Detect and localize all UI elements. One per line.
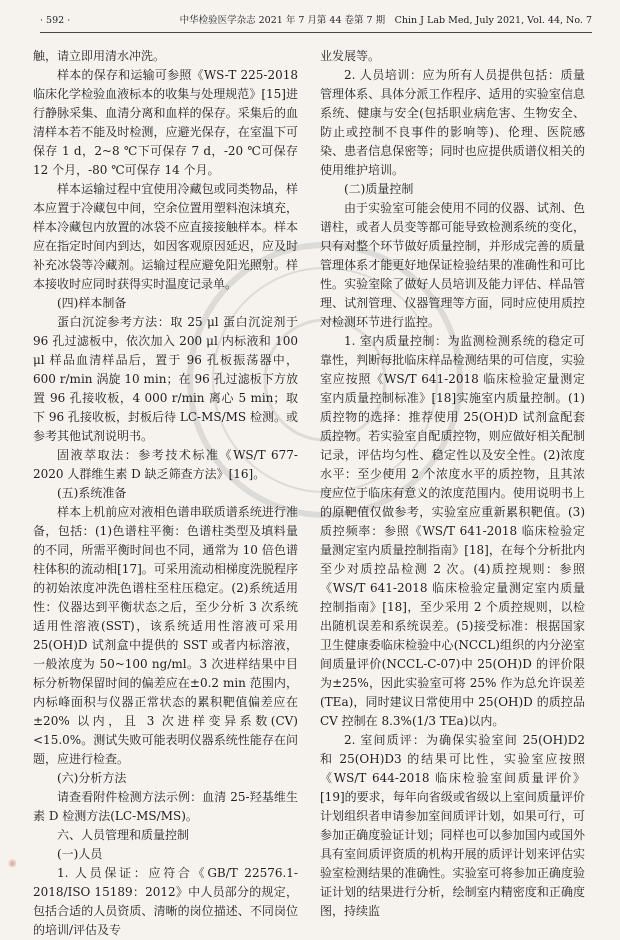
left-column xyxy=(33,47,298,940)
section-heading: 六、人员管理和质量控制 xyxy=(57,828,190,842)
publisher-stamp xyxy=(8,851,158,871)
paragraph: 由于实验室可能会使用不同的仪器、试剂、色谱柱，或者人员变等都可能导致检测系统的变化，只有对整个环节做好质量控制，并形成完善的质量管理体系才能更好地保证检验结果的准确性和可比性。实验室除了做好人员培训及能力评估、样品管理、试剂管理、仪器管理等方面，同时应使用质控对检测环节进行监控。 xyxy=(320,201,585,329)
paragraph: 2. 室间质评：为确保实验室间 25(OH)D2 和 25(OH)D3 的结果可比性，实验室应按照《WS/T 644-2018 临床检验室间质量评价》[19]的要求，每年向省级或省级以上室间质量评价计划组织者申请参加室间质评计划，如果可行，可参加正确度验证计划；同样也可以参加国内或国外具有室间质评资质的机构开展的质评计划来评估实验室检测结果的准确性。实验室可将参加正确度验证计划的结果进行分析，绘制室内精密度和正确度图，持续监 xyxy=(320,733,585,918)
journal-running-title: 中华检验医学杂志 2021 年 7 月第 44 卷第 7 期 Chin J Lab Med, July 2021, Vol. 44, No. 7 xyxy=(179,15,592,26)
paragraph: 2. 人员培训：应为所有人员提供包括：质量管理体系、具体分派工作程序、适用的实验室信息系统、健康与安全(包括职业病危害、生物安全、防止或控制不良事件的影响等)、伦理、医院感染、患者信息保密等；同时也应提供质谱仪相关的使用维护培训。 xyxy=(320,68,585,177)
paragraph: 触，请立即用清水冲洗。 xyxy=(33,49,166,63)
paragraph: 1. 室内质量控制：为监测检测系统的稳定可靠性，判断每批临床样品检测结果的可信度，实验室应按照《WS/T 641-2018 临床检验定量测定室内质量控制标准》[18]实施室内质量控制。(1)质控物的选择：推荐使用 25(OH)D 试剂盒配套质控物。若实验室自配质控物，则应做好相关配制记录，评估均匀性、稳定性以及安全性。(2)浓度水平：至少使用 2 个浓度水平的质控物，且其浓度应位于临床有意义的浓度范围内。使用说明书上的原靶值仅做参考，实验室应重新累积靶值。(3)质控频率：参照《WS/T 641-2018 临床检验定量测定室内质量控制指南》[18]，在每个分析批内至少对质控品检测 2 次。(4)质控规则：参照《WS/T 641-2018 临床检验定量测定室内质量控制指南》[18]，至少采用 2 个质控规则，以检出随机误差和系统误差。(5)接受标准：根据国家卫生健康委临床检验中心(NCCL)组织的内分泌室间质量评价(NCCL-C-07)中 25(OH)D 的评价限为±25%，因此实验室可将 25% 作为总允许误差(TEa)，同时建议日常使用中 25(OH)D 的质控品 CV 控制在 8.3%(1/3 TEa)以内。 xyxy=(320,334,585,728)
paragraph: 蛋白沉淀参考方法：取 25 μl 蛋白沉淀剂于 96 孔过滤板中，依次加入 200 μl 内标液和 100 μl 样品血清样品后，置于 96 孔板振荡器中，600 r/min 涡旋 10 min；在 96 孔过滤板下方放置 96 孔接收板，4 000 r/min 离心 5 min；取下 96 孔接收板，封板后待 LC-MS/MS 检测。或参考其他试剂说明书。 xyxy=(33,315,298,443)
paragraph: 1. 人员保证：应符合《GB/T 22576.1-2018/ISO 15189：2012》中人员部分的规定，包括合适的人员资质、清晰的岗位描述、不同岗位的培训/评估及专 xyxy=(33,866,298,937)
paragraph: 固液萃取法：参考技术标准《WS/T 677-2020 人群维生素 D 缺乏筛查方法》[16]。 xyxy=(33,448,298,481)
right-column xyxy=(320,47,585,921)
section-heading: (二)质量控制 xyxy=(344,182,414,196)
paragraph: 请查看附件检测方法示例：血清 25-羟基维生素 D 检测方法(LC-MS/MS)。 xyxy=(33,790,298,823)
page-number: · 592 · xyxy=(40,15,71,26)
section-heading: (五)系统准备 xyxy=(57,486,127,500)
section-heading: (一)人员 xyxy=(57,847,103,861)
section-heading: (六)分析方法 xyxy=(57,771,127,785)
paragraph: 样本上机前应对液相色谱串联质谱系统进行准备，包括：(1)色谱柱平衡：色谱柱类型及填料量的不同，所需平衡时间也不同，通常为 10 倍色谱柱体积的流动相[17]。可采用流动相梯度洗脱程序的初始浓度冲洗色谱柱至柱压稳定。(2)系统适用性：仪器达到平衡状态之后，至少分析 3 次系统适用性溶液(SST)，该系统适用性溶液可采用 25(OH)D 试剂盒中提供的 SST 或者内标溶液，一般浓度为 50~100 ng/ml。3 次进样结果中目标分析物保留时间的偏差应在±0.2 min 范围内，内标峰面积与仪器正常状态的累积靶值偏差应在±20% 以内，且 3 次进样变异系数(CV)<15.0%。测试失败可能表明仪器系统性能存在问题，应进行检查。 xyxy=(33,505,298,766)
page-header xyxy=(40,12,592,33)
stamp-text: ◉ xyxy=(8,858,19,869)
paragraph: 业发展等。 xyxy=(320,49,381,63)
section-heading: (四)样本制备 xyxy=(57,296,127,310)
paragraph: 样本的保存和运输可参照《WS-T 225-2018 临床化学检验血液标本的收集与处理规范》[15]进行静脉采集、血清分离和血样的保存。采集后的血清样本若不能及时检测，应避光保存，在室温下可保存 1 d，2~8 ℃下可保存 7 d，-20 ℃可保存 12 个月，-80 ℃可保存 14 个月。 xyxy=(33,68,298,177)
paragraph: 样本运输过程中宜使用冷藏包或同类物品，样本应置于冷藏包中间，空余位置用塑料泡沫填充，样本冷藏包内放置的冰袋不应直接接触样本。样本应在指定时间内到达，如因客观原因延迟，应及时补充冰袋等冷藏剂。运输过程应避免阳光照射。样本接收时应同时获得实时温度记录单。 xyxy=(33,182,298,291)
